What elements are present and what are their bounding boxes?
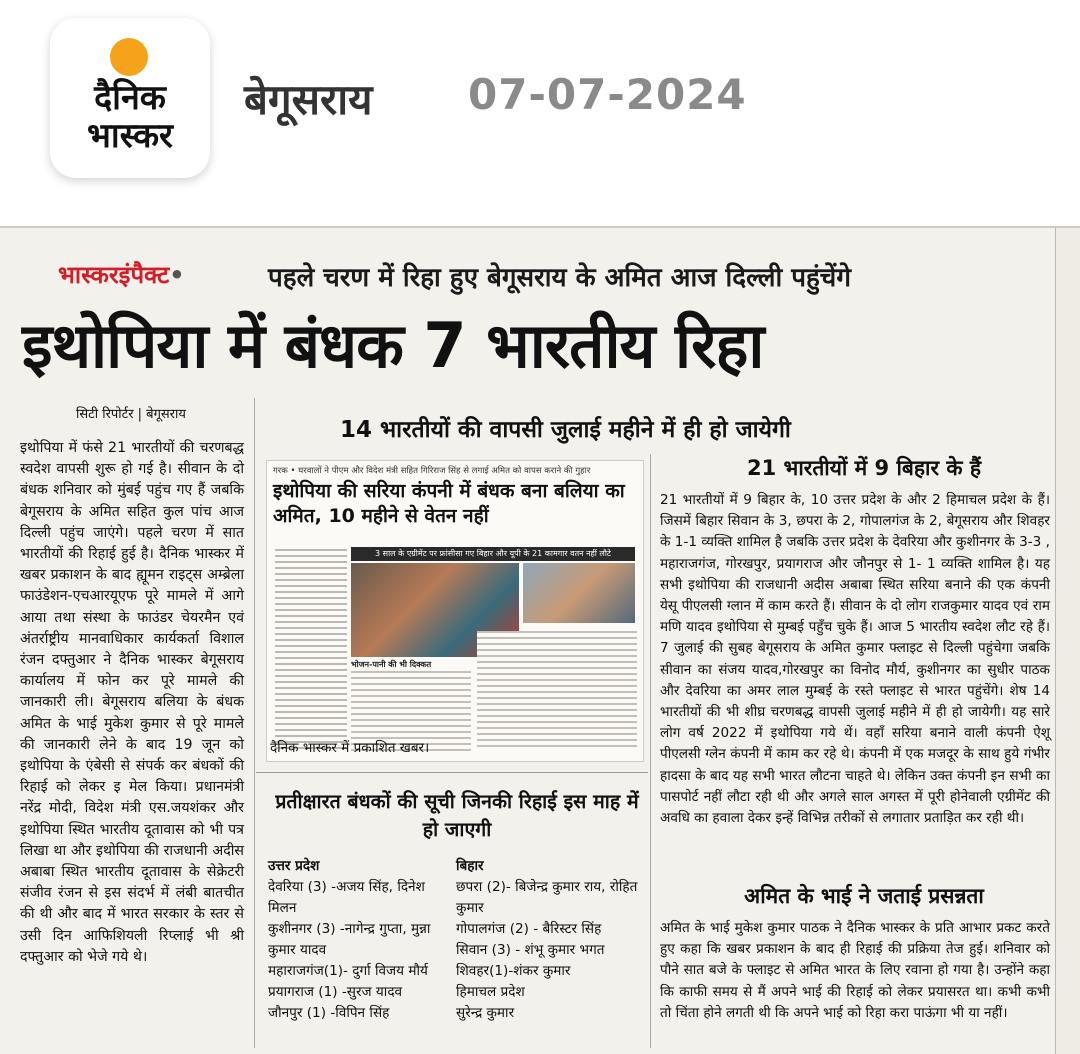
list-item: कुशीनगर (3) -नागेन्द्र गुप्ता, मुन्ना कुमार यादव	[268, 921, 431, 958]
list-item: सुरेन्द्र कुमार	[456, 1005, 515, 1021]
kicker-impact: इंपैक्ट	[118, 261, 170, 289]
subhead-brother: अमित के भाई ने जताई प्रसन्नता	[744, 884, 984, 908]
impact-kicker	[58, 258, 185, 291]
edition-city: बेगूसराय	[244, 75, 373, 124]
list-item: सिवान (3) - शंभू कुमार भगत	[456, 942, 605, 958]
list-item: प्रयागराज (1) -सुरज यादव	[268, 984, 403, 1000]
list-item: गोपालगंज (2) - बैरिस्टर सिंह	[456, 921, 602, 937]
list-item: हिमाचल प्रदेश	[456, 984, 525, 1000]
list-uttar-pradesh	[268, 856, 454, 1024]
edition-date: 07-07-2024	[468, 70, 747, 119]
kicker-brand: भास्कर	[58, 261, 119, 289]
list-item: महाराजगंज(1)- दुर्गा विजय मौर्य	[268, 963, 428, 979]
clip-kicker: गरक • घरवालों ने पीएम और विदेश मंत्री सहित गिरिराज सिंह से लगाई अमित को वापस कराने की गुहार	[273, 466, 591, 476]
clip-subhead: भोजन-पानी की भी दिक्कत	[351, 660, 432, 669]
clip-caption: दैनिक भास्कर में प्रकाशित खबर।	[270, 740, 430, 756]
section-rule	[256, 772, 648, 773]
list-bihar	[456, 856, 652, 1024]
subhead-return: 14 भारतीयों की वापसी जुलाई महीने में ही हो जायेगी	[340, 417, 791, 443]
kicker-text: पहले चरण में रिहा हुए बेगूसराय के अमित आज दिल्ली पहुंचेंगे	[268, 263, 851, 293]
subhead-bihar: 21 भारतीयों में 9 बिहार के हैं	[747, 456, 981, 480]
logo-line-1: दैनिक	[94, 78, 166, 118]
newspaper-clipping	[0, 226, 1080, 1054]
clip-text-block	[477, 631, 637, 751]
clip-headline: इथोपिया की सरिया कंपनी में बंधक बना बलिया का अमित, 10 महीने से वेतन नहीं	[273, 480, 625, 527]
column-divider	[254, 398, 255, 1048]
logo-line-2: भास्कर	[87, 116, 173, 156]
clip-text-block	[275, 549, 347, 749]
body-column-1: इथोपिया में फंसे 21 भारतीयों की चरणबद्ध स्वदेश वापसी शुरू हो गई है। सीवान के दो बंधक शनिवार को मुंबई पहुंच गए हैं जबकि बेगूसराय के अमित सहित कुल पांच आज दिल्ली पहुंच जाएंगे। पहले चरण में सात भारतीयों की रिहाई हुई है। दैनिक भास्कर में खबर प्रकाशन के बाद ह्यूमन राइट्स अम्ब्रेला फाउंडेशन-एचआरयूएफ पूरे मामले में आगे आया तथा संस्था के फाउंडर चेयरमैन एवं अंतर्राष्ट्रीय मानवाधिकार कार्यकर्ता विशाल रंजन दफ्तुआर ने दैनिक भास्कर बेगूसराय कार्यालय में फोन कर पूरे मामले की जानकारी ली। बेगूसराय बलिया के बंधक अमित के भाई मुकेश कुमार से पूरे मामले की जानकारी लेने के बाद 19 जून को इथोपिया के एंबेसी से संपर्क कर बंधकों की रिहाई को लेकर इ मेल किया। प्रधानमंत्री नरेंद्र मोदी, विदेश मंत्री एस.जयशंकर और इथोपिया स्थित भारतीय दूतावास को भी पत्र लिखा था और इथोपिया की राजधानी अदीस अबाबा स्थित भारतीय दूतावास के सेक्रेटरी संजीव रंजन से इस संदर्भ में लंबी बातचीत की थी और बाद में भारत सरकार के स्तर से उसी दिन आफिशियली रिप्लाई भी श्री दफ्तुआर को भेजे गये थे।	[20, 440, 244, 965]
list-heading: बिहार	[456, 858, 484, 874]
dainik-bhaskar-logo[interactable]	[50, 18, 210, 178]
inset-clipping	[266, 460, 644, 762]
headline: इथोपिया में बंधक 7 भारतीय रिहा	[22, 309, 764, 382]
sun-icon	[110, 38, 148, 76]
body-column-3b: अमित के भाई मुकेश कुमार पाठक ने दैनिक भास्कर के प्रति आभार प्रकट करते हुए कहा कि खबर प्रकाशन के बाद ही रिहाई की प्रक्रिया तेज हुई। शनिवार को पौने सात बजे के फ्लाइट से अमित भारत के लिए रवाना हो गया है। उन्होंने कहा कि काफी समय से मैं अपने भाई की रिहाई को लेकर प्रयासरत था। कभी कभी तो चिंता होने लगती थी कि अपने भाई को रिहा करा पाऊंगा भी या नहीं।	[660, 920, 1050, 1021]
list-item: जौनपुर (1) -विपिन सिंह	[268, 1005, 390, 1021]
list-heading: उत्तर प्रदेश	[268, 858, 320, 874]
kicker-dot: •	[169, 261, 185, 289]
list-item: शिवहर(1)-शंकर कुमार	[456, 963, 571, 979]
byline: सिटी रिपोर्टर | बेगूसराय	[76, 407, 186, 422]
clip-bar: 3 साल के एग्रीमेंट पर फ्रांसीसा गए बिहार और यूपी के 21 कामगार वतन नहीं लौटे	[351, 547, 635, 561]
list-item: देवरिया (3) -अजय सिंह, दिनेश मिलन	[268, 879, 425, 916]
subhead-list: प्रतीक्षारत बंधकों की सूची जिनकी रिहाई इस माह में हो जाएगी	[275, 790, 639, 841]
portrait-photo	[523, 563, 635, 623]
body-column-3: 21 भारतीयों में 9 बिहार के, 10 उत्तर प्रदेश के और 2 हिमाचल प्रदेश के हैं। जिसमें बिहार सिवान के 3, छपरा के 2, गोपालगंज के 2, बेगूसराय और शिवहर के 1-1 व्यक्ति शामिल है जबकि उत्तर प्रदेश के देवरिया और कुशीनगर के 3-3 , महाराजगंज, गोरखपुर, प्रयागराज और जौनपुर से 1- 1 व्यक्ति शामिल है। यह सभी इथोपिया की राजधानी अदीस अबाबा स्थित सरिया बनाने की एक कंपनी येसू पीएलसी ग्लान में काम करते हैं। सीवान के दो लोग राजकुमार यादव एवं राम मणि यादव इथोपिया से मुम्बई पहुँच चुके हैं। आज 5 भारतीय स्वदेश लौट रहे हैं। 7 जुलाई की सुबह बेगूसराय के अमित कुमार फ्लाइट से दिल्ली पहुंचेगा जबकि सीवान का संजय यादव,गोरखपुर का विनोद मौर्य, कुशीनगर का सुधीर पाठक और देवरिया का अमर लाल मुम्बई के रस्ते फ्लाइट से भारत पहुंचेंगे। शेष 14 भारतीयों की भी शीघ्र चरणबद्ध वापसी जुलाई महीने में ही हो जायेगी। यह सारे लोग वर्ष 2022 में इथोपिया गये थें। वहाँ सरिया बनाने वाली कंपनी ऐशू पीएलसी ग्लेन कंपनी में काम कर रहे थे। कंपनी में एक मजदूर के साथ हुये गंभीर हादसा के बाद यह सभी भारत लौटना चाहते थे। लेकिन उक्त कंपनी इन सभी का पासपोर्ट नहीं लौटा रही थी और अगले साल अगस्त में पूरी होनेवाली एग्रीमेंट की अवधि का हवाला देकर इन्हें विभिन्न तरीकों से लगातार प्रताड़ित कर रही थी।	[660, 492, 1050, 827]
app-header	[0, 0, 1080, 218]
list-item: छपरा (2)- बिजेन्द्र कुमार राय, रोहित कुमार	[456, 879, 638, 916]
